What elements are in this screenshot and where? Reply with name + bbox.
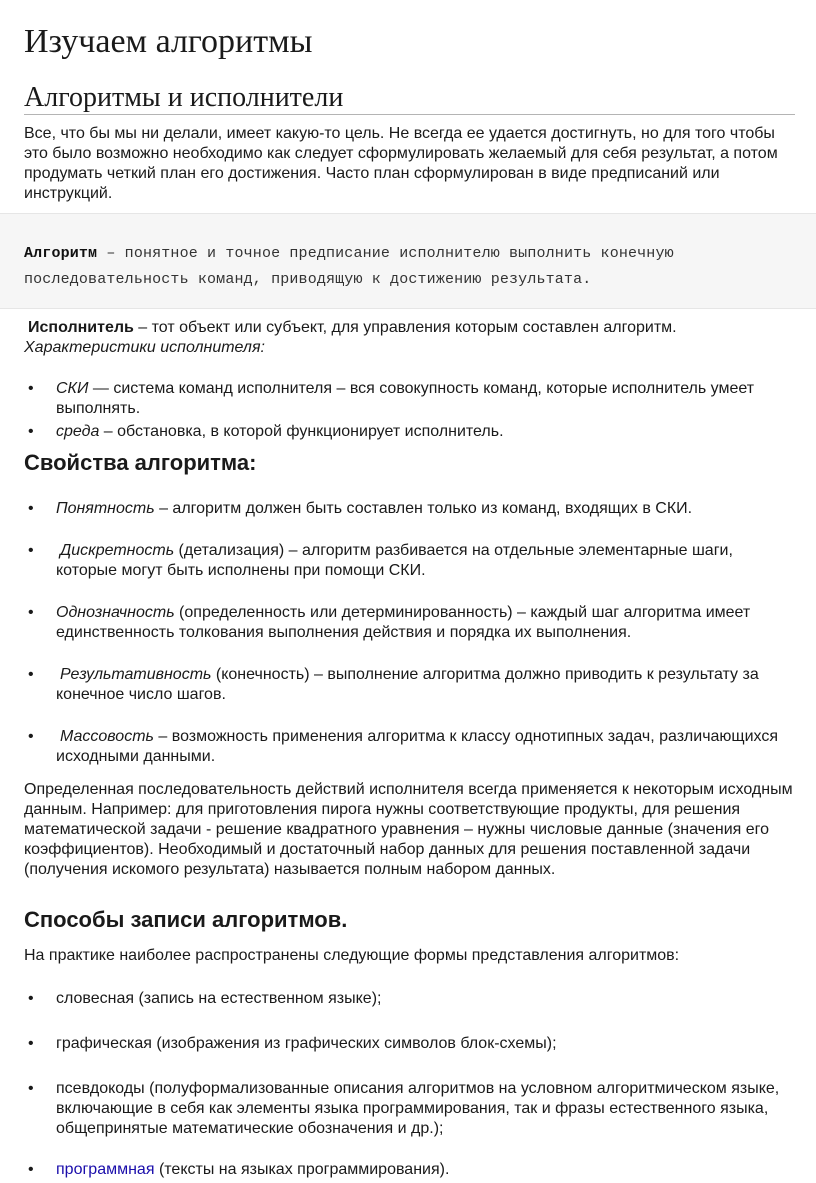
list-item-text: – алгоритм должен быть составлен только из команд, входящих в СКИ. [154, 500, 693, 517]
methods-heading: Способы записи алгоритмов. [24, 907, 348, 932]
software-link[interactable]: программная [56, 1161, 155, 1178]
intro-paragraph: Все, что бы мы ни делали, имеет какую-то цель. Не всегда ее удается достигнуть, но для того чтобы это было возможно необходимо как следует сформулировать желаемый для себя результат, а потом продумать четкий план его достижения. Часто план сформулирован в виде предписаний или инструкций. [24, 125, 778, 202]
list-item-term: Дискретность [60, 542, 175, 559]
list-item [24, 727, 794, 767]
list-item-text: (тексты на языках программирования). [154, 1161, 450, 1178]
page-title: Изучаем алгоритмы [24, 23, 313, 60]
data-paragraph: Определенная последовательность действий исполнителя всегда применяется к некоторым исходным данным. Например: для приготовления пирога нужны соответствующие продукты, для решения математической задачи - решение квадратного уравнения – нужны числовые данные (значения его коэффициентов). Необходимый и достаточный набор данных для решения поставленной задачи (получения искомого результата) называется полным набором данных. [24, 781, 793, 878]
definition-term: Алгоритм [24, 245, 98, 262]
characteristics-label: Характеристики исполнителя: [24, 339, 265, 356]
definition-text [24, 241, 784, 293]
list-item-text: – обстановка, в которой функционирует исполнитель. [99, 423, 504, 440]
list-item [24, 989, 794, 1009]
list-item [24, 665, 794, 705]
list-item-text: графическая (изображения из графических символов блок-схемы); [56, 1035, 557, 1052]
definition-body: – понятное и точное предписание исполнителю выполнить конечную последовательность команд, приводящую к достижению результата. [24, 245, 674, 288]
list-item-term: Понятность [56, 500, 155, 517]
list-item [24, 1160, 794, 1180]
list-item-term: Массовость [60, 728, 154, 745]
executor-term: Исполнитель [28, 319, 134, 336]
executor-body: – тот объект или субъект, для управления которым составлен алгоритм. [133, 319, 677, 336]
list-item-text: (детализация) – алгоритм разбивается на отдельные элементарные шаги, которые могут быть исполнены при помощи СКИ. [56, 542, 733, 579]
list-item-text: – возможность применения алгоритма к классу однотипных задач, различающихся исходными данными. [56, 728, 779, 765]
executor-paragraph [24, 318, 794, 358]
list-item-term: Однозначность [56, 604, 175, 621]
list-item-text: словесная (запись на естественном языке); [56, 990, 382, 1007]
list-item [24, 1034, 794, 1054]
list-item-text: — система команд исполнителя – вся совокупность команд, которые исполнитель умеет выполнять. [56, 380, 755, 417]
list-item [24, 379, 794, 419]
list-item-text: (конечность) – выполнение алгоритма должно приводить к результату за конечное число шагов. [56, 666, 759, 703]
properties-heading: Свойства алгоритма: [24, 450, 257, 475]
list-item-term: среда [56, 423, 100, 440]
list-item-term: СКИ [56, 380, 89, 397]
methods-intro: На практике наиболее распространены следующие формы представления алгоритмов: [24, 947, 680, 964]
list-item-text: псевдокоды (полуформализованные описания алгоритмов на условном алгоритмическом языке, включающие в себя как элементы языка программирования, так и фразы естественного языка, общепринятые математические обозначения и др.); [56, 1080, 780, 1137]
methods-list [24, 989, 794, 1180]
list-item [24, 422, 794, 442]
list-item [24, 499, 794, 519]
list-item [24, 603, 794, 643]
list-item-text: (определенность или детерминированность) – каждый шаг алгоритма имеет единственность толкования выполнения действия и порядка их выполнения. [56, 604, 751, 641]
list-item [24, 1079, 794, 1139]
definition-box [0, 213, 816, 309]
list-item [24, 541, 794, 581]
properties-list [24, 499, 794, 767]
section-subtitle: Алгоритмы и исполнители [24, 82, 795, 115]
list-item-term: Результативность [60, 666, 212, 683]
characteristics-list [24, 379, 794, 442]
